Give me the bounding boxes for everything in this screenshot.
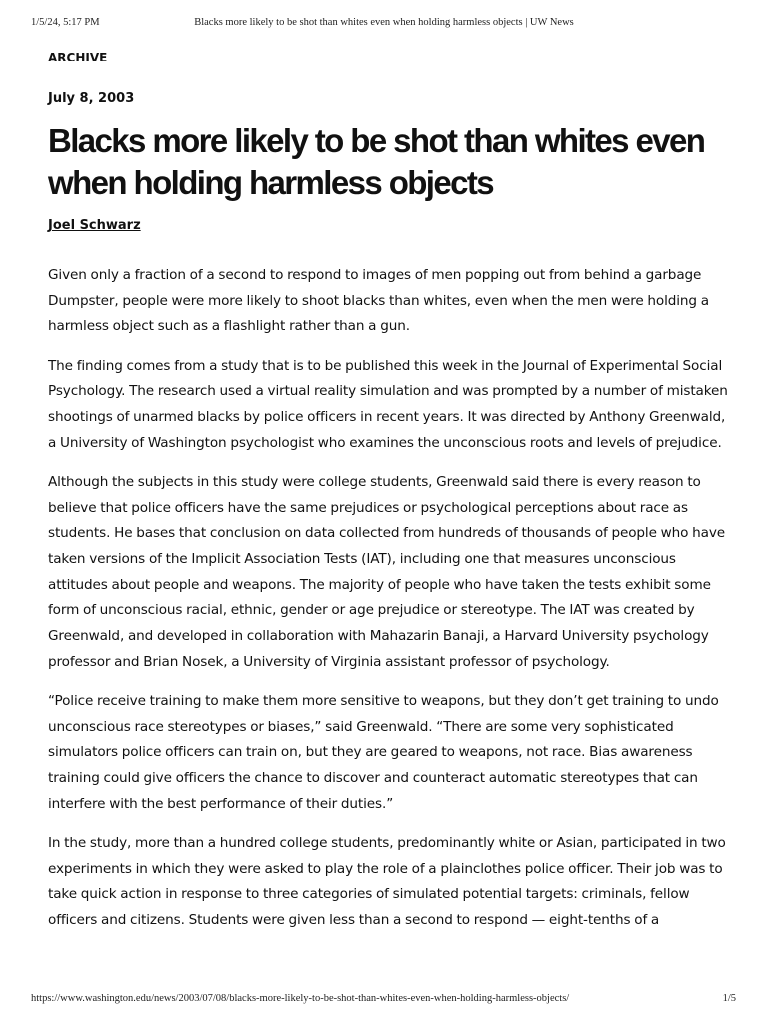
archive-link[interactable]: ARCHIVE xyxy=(48,51,108,61)
article-paragraph: In the study, more than a hundred college students, predominantly white or Asian, participated in two experiments in which they were asked to play the role of a plainclothes police officer. Their job was to take quick action in response to three categories of simulated potential targets: criminals, fellow officers and citizens. Students were given less than a second to respond — eight-tenths of a xyxy=(48,835,726,929)
article-headline: Blacks more likely to be shot than whites even when holding harmless objects xyxy=(48,122,705,201)
article-body xyxy=(48,263,728,934)
article-paragraph: Given only a fraction of a second to respond to images of men popping out from behind a garbage Dumpster, people were more likely to shoot blacks than whites, even when the men were holding a harmless object such as a flashlight rather than a gun. xyxy=(48,267,709,335)
article-paragraph: “Police receive training to make them more sensitive to weapons, but they don’t get training to undo unconscious race stereotypes or biases,” said Greenwald. “There are some very sophisticated simulators police officers can train on, but they are geared to weapons, not race. Bias awareness training could give officers the chance to discover and counteract automatic stereotypes that can interfere with the best performance of their duties.” xyxy=(48,693,719,812)
print-page-number: 1/5 xyxy=(722,993,736,1004)
article xyxy=(48,46,728,947)
article-paragraph: Although the subjects in this study were college students, Greenwald said there is every reason to believe that police officers have the same prejudices or psychological perceptions about race as students. He bases that conclusion on data collected from hundreds of thousands of people who have taken versions of the Implicit Association Tests (IAT), including one that measures unconscious attitudes about people and weapons. The majority of people who have taken the tests exhibit some form of unconscious racial, ethnic, gender or age prejudice or stereotype. The IAT was created by Greenwald, and developed in collaboration with Mahazarin Banaji, a Harvard University psychology professor and Brian Nosek, a University of Virginia assistant professor of psychology. xyxy=(48,473,726,670)
article-paragraph: The finding comes from a study that is to be published this week in the Journal of Experimental Social Psychology. The research used a virtual reality simulation and was prompted by a number of mistaken shootings of unarmed blacks by police officers in recent years. It was directed by Anthony Greenwald, a University of Washington psychologist who examines the unconscious roots and levels of prejudice. xyxy=(48,357,728,451)
print-page-title: Blacks more likely to be shot than whites even when holding harmless objects | UW News xyxy=(194,17,574,28)
author-link[interactable]: Joel Schwarz xyxy=(48,218,141,233)
print-url: https://www.washington.edu/news/2003/07/08/blacks-more-likely-to-be-shot-than-whites-even-when-holding-harmless-objects/ xyxy=(31,993,570,1004)
article-date: July 8, 2003 xyxy=(48,91,135,106)
print-timestamp: 1/5/24, 5:17 PM xyxy=(31,17,100,28)
